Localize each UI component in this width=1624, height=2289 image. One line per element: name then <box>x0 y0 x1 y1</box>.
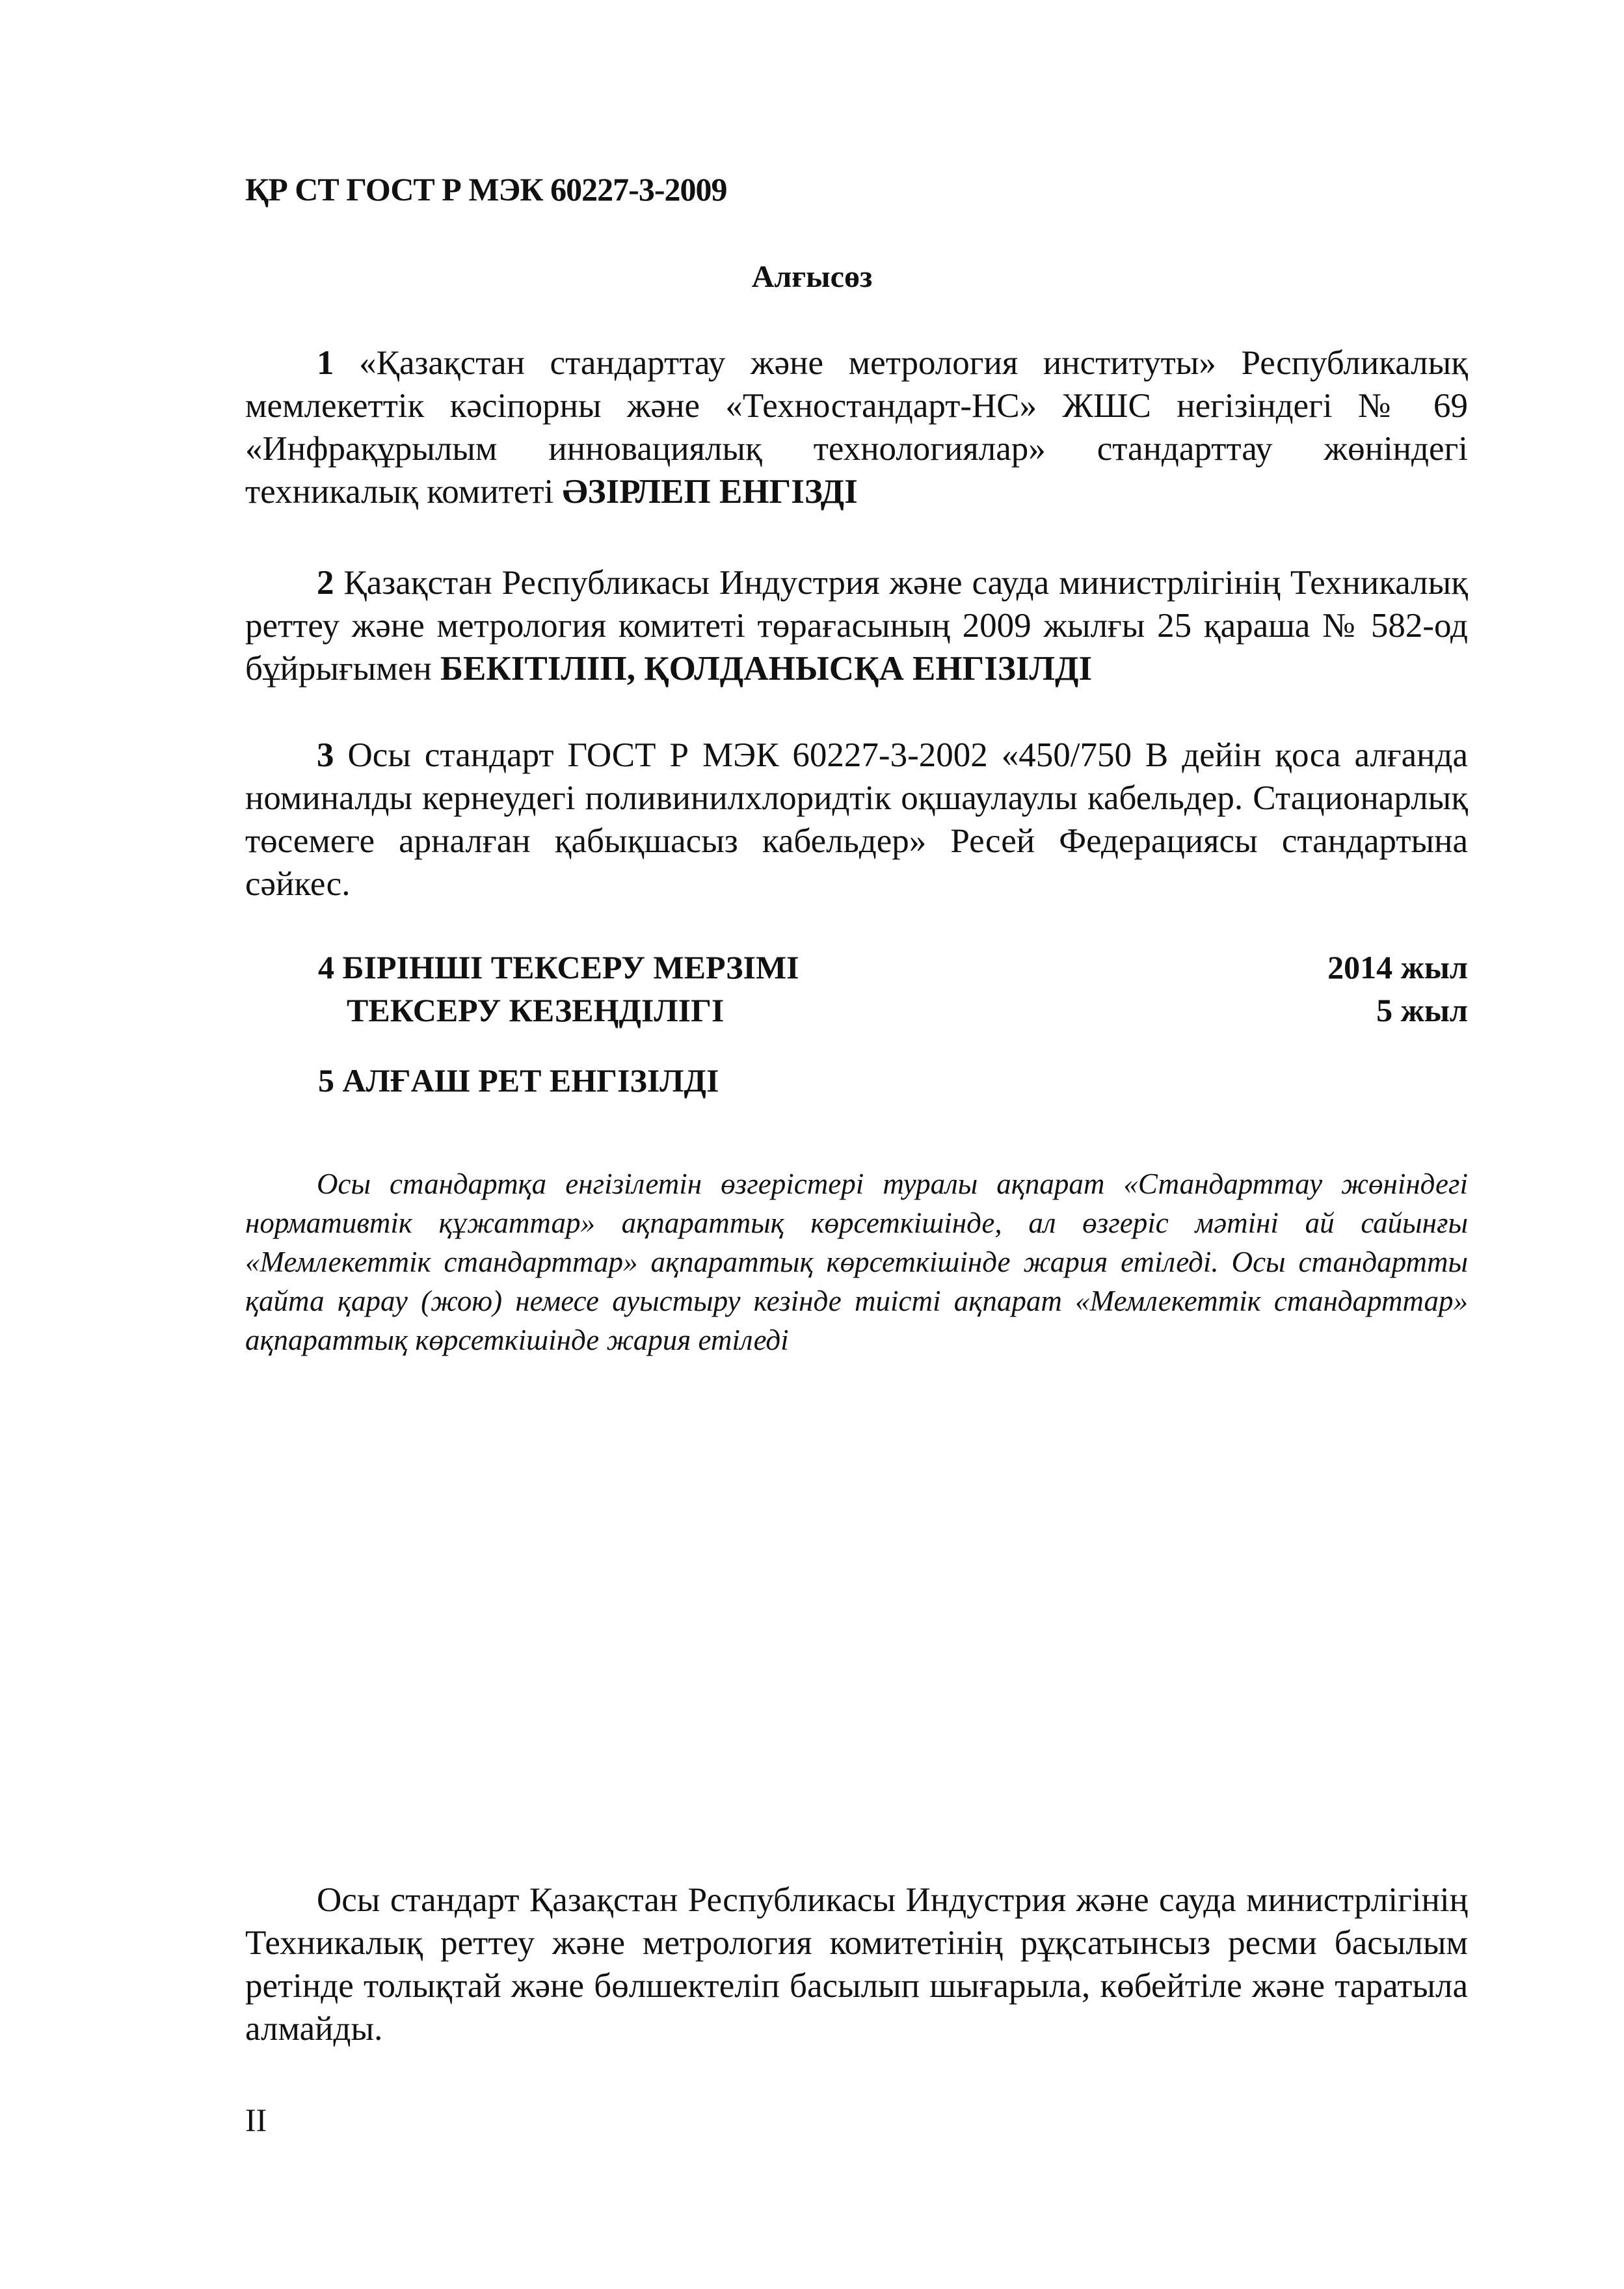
document-code: ҚР СТ ГОСТ Р МЭК 60227-3-2009 <box>245 171 727 207</box>
foreword-title: Алғысөз <box>751 260 873 294</box>
item-number: 2 <box>317 564 334 602</box>
check-period-value: 5 жыл <box>1376 992 1468 1028</box>
foreword-item-2 <box>245 561 1468 690</box>
check-period-label: ТЕКСЕРУ КЕЗЕҢДІЛІГІ <box>347 992 725 1028</box>
item-number: 3 <box>317 736 334 774</box>
item-emphasis: БЕКІТІЛІП, ҚОЛДАНЫСҚА ЕНГІЗІЛДІ <box>440 650 1093 688</box>
item-text: «Қазақстан стандарттау және метрология институты» Республикалық мемлекеттік кәсіпорны және «Техностандарт-НС» ЖШС негізіндегі № 69 «Инфрақұрылым инновациялық технологиялар» стандарттау жөніндегі техникалық комитеті <box>245 344 1468 511</box>
item-emphasis: ӘЗІРЛЕП ЕНГІЗДІ <box>562 473 858 511</box>
reproduction-notice: Осы стандарт Қазақстан Республикасы Индустрия және сауда министрлігінің Техникалық реттеу және метрология комитетінің рұқсатынсыз ресми басылым ретінде толықтай және бөлшектеліп басылып шығарыла, көбейтіле және таратыла алмайды. <box>245 1881 1468 2048</box>
item-text: Қазақстан Республикасы Индустрия және сауда министрлігінің Техникалық реттеу және метрология комитеті төрағасының 2009 жылғы 25 қараша № 582-од бұйрығымен <box>245 564 1468 688</box>
foreword-item-1 <box>245 341 1468 513</box>
first-check-label: 4 БІРІНШІ ТЕКСЕРУ МЕРЗІМІ <box>318 949 799 985</box>
first-check-value: 2014 жыл <box>1327 949 1468 985</box>
item-text: Осы стандарт ГОСТ Р МЭК 60227-3-2002 «450/750 В дейін қоса алғанда номиналды кернеудегі поливинилхлоридтік оқшаулаулы кабельдер. Стационарлық төсемеге арналған қабықшасыз кабельдер» Ресей Федерациясы стандартына сәйкес. <box>245 736 1469 903</box>
changes-note: Осы стандартқа енгізілетін өзгерістері туралы ақпарат «Стандарттау жөніндегі нормативтік құжаттар» ақпараттық көрсеткішінде, ал өзгеріс мәтіні ай сайынғы «Мемлекеттік стандарттар» ақпараттық көрсеткішінде жария етіледі. Осы стандартты қайта қарау (жою) немесе ауыстыру кезінде тиісті ақпарат «Мемлекеттік стандарттар» ақпараттық көрсеткішінде жария етіледі <box>245 1168 1468 1356</box>
page-number: II <box>245 2102 267 2138</box>
foreword-item-5: 5 АЛҒАШ РЕТ ЕНГІЗІЛДІ <box>318 1062 719 1099</box>
item-number: 1 <box>317 344 334 382</box>
foreword-item-3 <box>245 734 1468 905</box>
